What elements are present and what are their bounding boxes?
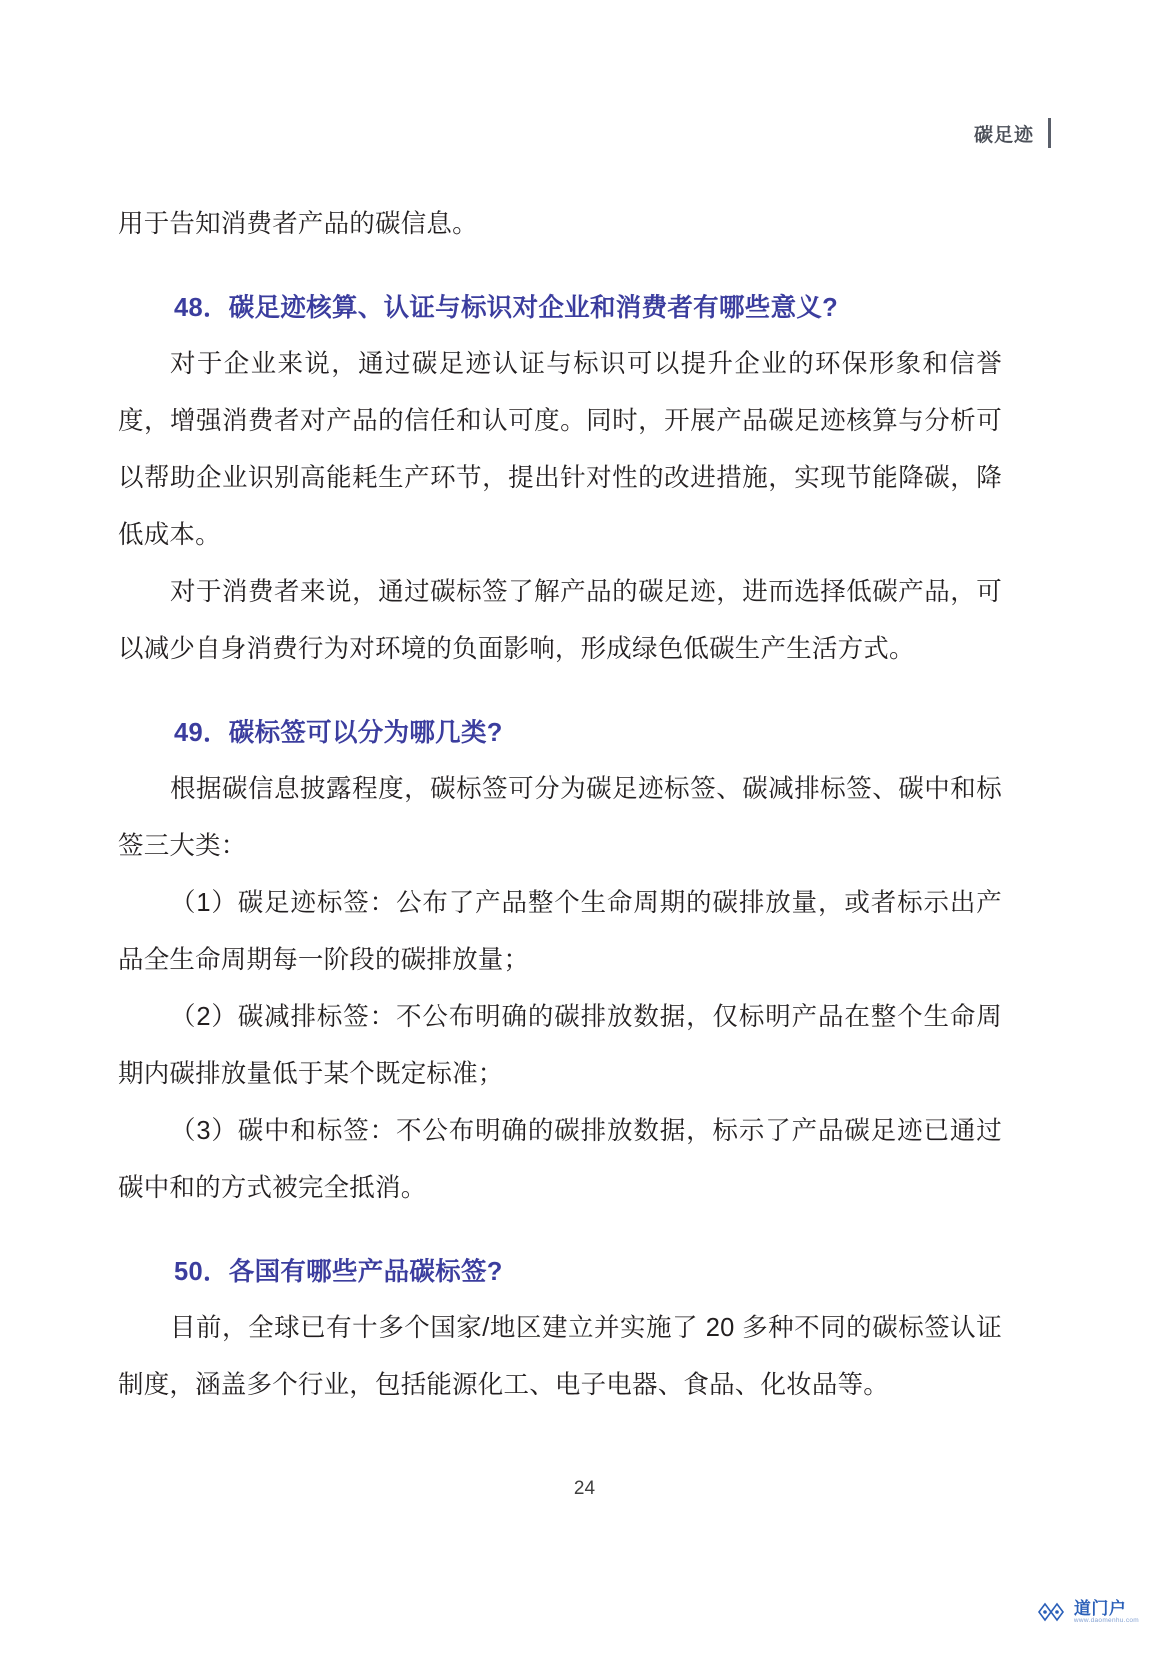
page-number: 24 [573, 1478, 596, 1499]
continued-paragraph: 用于告知消费者产品的碳信息。 [118, 210, 478, 238]
section-50-heading: 50．各国有哪些产品碳标签? [174, 1258, 503, 1286]
section-48-heading: 48．碳足迹核算、认证与标识对企业和消费者有哪些意义? [174, 294, 839, 322]
page-body [118, 196, 1002, 1414]
section-48 [118, 280, 1002, 336]
section-50 [118, 1244, 1002, 1300]
watermark-logo [1037, 1597, 1139, 1627]
section-50-paragraph-1: 目前，全球已有十多个国家/地区建立并实施了 20 多种不同的碳标签认证制度，涵盖多个行业，包括能源化工、电子电器、食品、化妆品等。 [118, 1314, 1002, 1399]
section-49-paragraph-4: （3）碳中和标签：不公布明确的碳排放数据，标示了产品碳足迹已通过碳中和的方式被完全抵消。 [118, 1117, 1002, 1202]
running-header [974, 118, 1051, 148]
section-49-paragraph-3: （2）碳减排标签：不公布明确的碳排放数据，仅标明产品在整个生命周期内碳排放量低于某个既定标准； [118, 1003, 1002, 1088]
section-48-paragraph-1: 对于企业来说，通过碳足迹认证与标识可以提升企业的环保形象和信誉度，增强消费者对产品的信任和认可度。同时，开展产品碳足迹核算与分析可以帮助企业识别高能耗生产环节，提出针对性的改进措施，实现节能降碳，降低成本。 [118, 350, 1002, 549]
section-48-paragraph-2: 对于消费者来说，通过碳标签了解产品的碳足迹，进而选择低碳产品，可以减少自身消费行为对环境的负面影响，形成绿色低碳生产生活方式。 [118, 578, 1002, 663]
header-divider-rule [1048, 118, 1051, 148]
section-49-paragraph-1: 根据碳信息披露程度，碳标签可分为碳足迹标签、碳减排标签、碳中和标签三大类： [118, 775, 1002, 860]
diamond-logo-icon [1037, 1597, 1067, 1627]
watermark-text [1074, 1600, 1139, 1625]
watermark-subtitle: www.daomenhu.com [1073, 1616, 1139, 1624]
watermark-name: 道门户 [1073, 1598, 1127, 1618]
section-49-paragraph-2: （1）碳足迹标签：公布了产品整个生命周期的碳排放量，或者标示出产品全生命周期每一阶段的碳排放量； [118, 889, 1002, 974]
section-49 [118, 705, 1002, 761]
running-header-title: 碳足迹 [973, 124, 1034, 146]
section-49-heading: 49．碳标签可以分为哪几类? [174, 719, 503, 747]
